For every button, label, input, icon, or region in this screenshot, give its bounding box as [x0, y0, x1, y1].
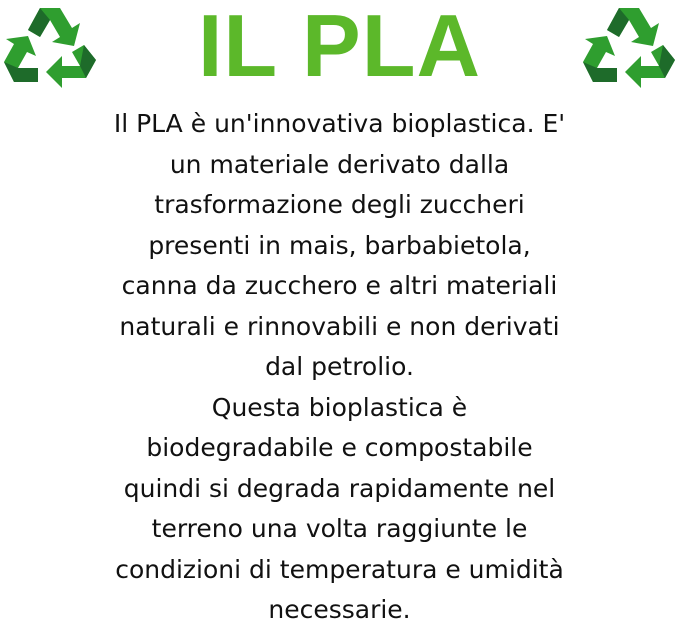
description-line: dal petrolio. [265, 352, 414, 381]
description-line: naturali e rinnovabili e non derivati [119, 311, 560, 341]
description-line: presenti in mais, barbabietola, [148, 230, 531, 260]
description-line: Il PLA è un'innovativa bioplastica. E' [113, 109, 566, 138]
description-line: necessarie. [268, 595, 411, 624]
description-line: condizioni di temperatura e umidità [115, 554, 564, 584]
description-text [0, 104, 679, 631]
description-line: biodegradabile e compostabile [146, 433, 533, 462]
recycle-icon [579, 0, 679, 94]
description-line: un materiale derivato dalla [169, 149, 510, 179]
description-line: Questa bioplastica è [211, 392, 468, 422]
description-line: trasformazione degli zuccheri [154, 190, 525, 219]
description-line: quindi si degrada rapidamente nel [123, 473, 556, 503]
description-line: terreno una volta raggiunte le [151, 514, 528, 543]
page-title: IL PLA [197, 0, 482, 95]
description-line: canna da zucchero e altri materiali [121, 271, 558, 300]
